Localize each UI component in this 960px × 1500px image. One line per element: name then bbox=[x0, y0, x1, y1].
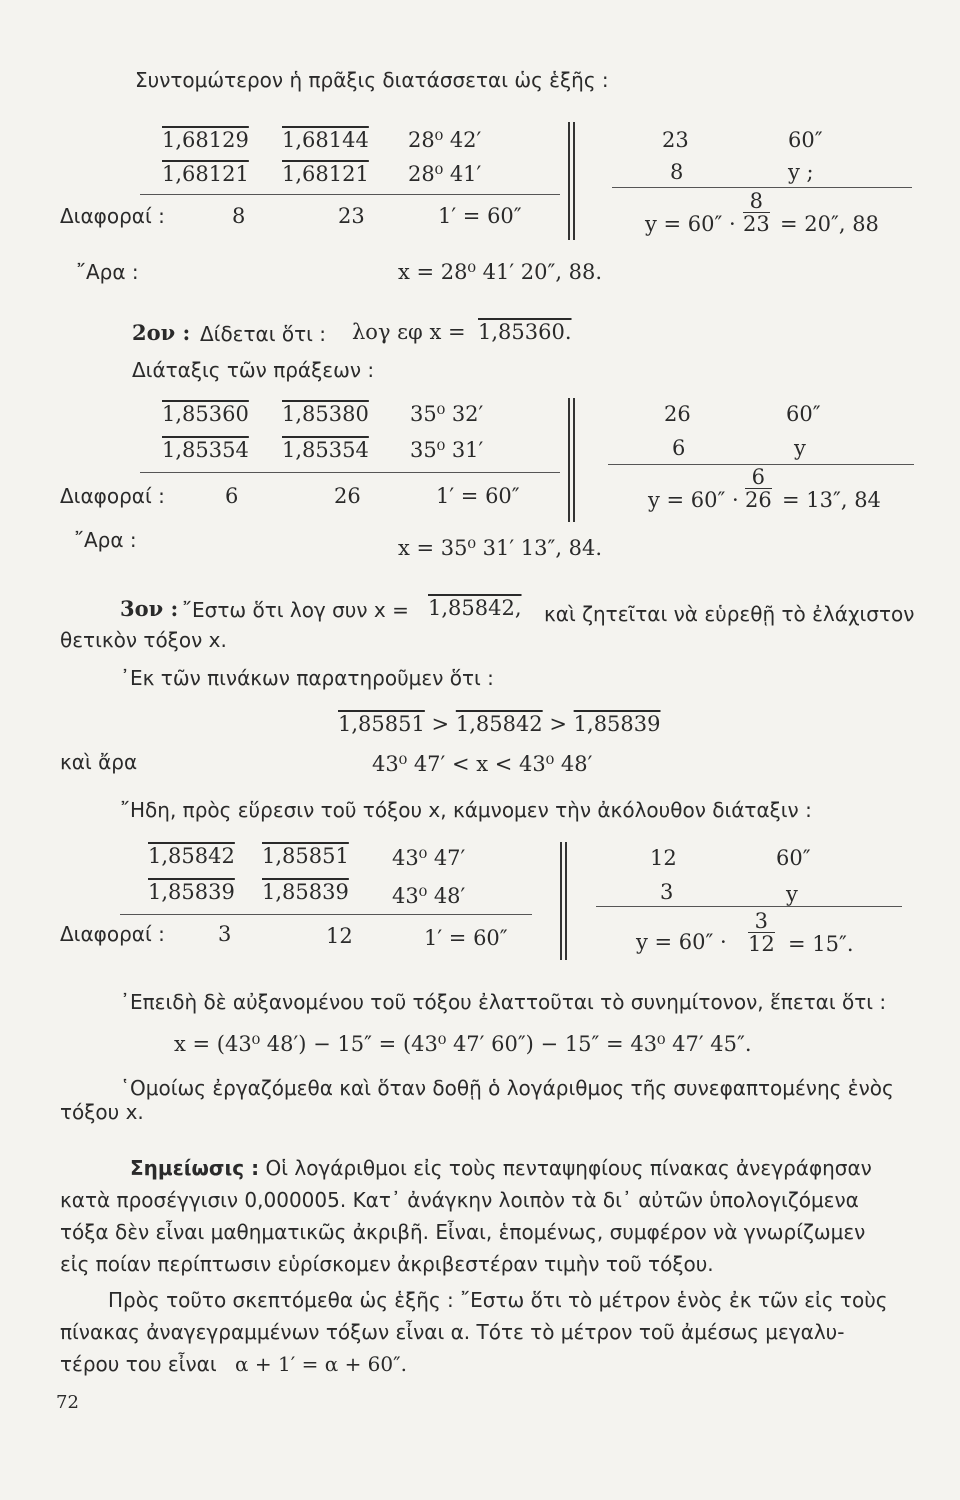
t1-diff-c1: 8 bbox=[232, 204, 246, 228]
t2-eq-right: = 13″, 84 bbox=[782, 488, 881, 512]
t2-diff-c2: 26 bbox=[334, 484, 361, 508]
t2-vbar-b bbox=[573, 398, 575, 522]
pros-line-3 bbox=[60, 1352, 407, 1376]
sec2-given-expr: λογ εφ x = bbox=[352, 320, 466, 344]
t2-r2-c3: 35⁰ 31′ bbox=[410, 438, 484, 462]
ineq1-c: 1,85839 bbox=[573, 712, 661, 736]
t1-right-rule bbox=[612, 187, 912, 188]
para-omoios-2: τόξου x. bbox=[60, 1100, 144, 1124]
t1-r2-c3: 28⁰ 41′ bbox=[408, 162, 482, 186]
sec3-inequality-2: 43⁰ 47′ < x < 43⁰ 48′ bbox=[372, 752, 593, 776]
t3-rb-left: 3 bbox=[660, 880, 674, 904]
pros-text-3a: τέρου του εἶναι bbox=[60, 1352, 217, 1376]
t2-diff-c1: 6 bbox=[225, 484, 239, 508]
sec3-line3: ᾿Εκ τῶν πινάκων παρατηροῦμεν ὅτι : bbox=[120, 666, 494, 690]
t2-frac-den: 26 bbox=[745, 488, 772, 512]
t2-result: x = 35⁰ 31′ 13″, 84. bbox=[398, 536, 603, 560]
t3-diff-c2: 12 bbox=[326, 924, 353, 948]
t1-eq-left: y = 60″ · bbox=[645, 212, 736, 236]
t2-rb-left: 6 bbox=[672, 436, 686, 460]
t1-vbar-a bbox=[568, 122, 570, 240]
ineq1-gt-1: > bbox=[431, 712, 450, 736]
t1-r1-c3: 28⁰ 42′ bbox=[408, 128, 482, 152]
t1-r2-c1: 1,68121 bbox=[162, 162, 249, 186]
sec3-line2: θετικὸν τόξον x. bbox=[60, 628, 227, 652]
para-epeidi: ᾿Επειδὴ δὲ αὐξανομένου τοῦ τόξου ἐλαττοῦται τὸ συνημίτονον, ἕπεται ὅτι : bbox=[120, 990, 887, 1014]
ineq1-a: 1,85851 bbox=[338, 712, 425, 736]
note-line-2: κατὰ προσέγγισιν 0,000005. Κατ᾿ ἀνάγκην λοιπὸν τὰ δι᾿ αὐτῶν ὑπολογιζόμενα bbox=[60, 1188, 859, 1212]
t1-ra-right: 60″ bbox=[788, 128, 823, 152]
t3-eq-right: = 15″. bbox=[788, 932, 854, 956]
final-equation: x = (43⁰ 48′) − 15″ = (43⁰ 47′ 60″) − 15″ = 43⁰ 47′ 45″. bbox=[174, 1032, 752, 1056]
sec3-label: 3ον : bbox=[120, 596, 179, 621]
t2-eq-left: y = 60″ · bbox=[648, 488, 739, 512]
ineq1-gt-2: > bbox=[549, 712, 567, 736]
t1-result: x = 28⁰ 41′ 20″, 88. bbox=[398, 260, 603, 284]
t1-ra-left: 23 bbox=[662, 128, 689, 152]
t2-diff-label: Διαφοραί : bbox=[60, 484, 165, 508]
t1-r1-c1: 1,68129 bbox=[162, 128, 249, 152]
pros-line-1: Πρὸς τοῦτο σκεπτόμεθα ὡς ἑξῆς : ῎Εστω ὅτι τὸ μέτρον ἑνὸς ἐκ τῶν εἰς τοὺς bbox=[108, 1288, 888, 1312]
t1-vbar-b bbox=[573, 122, 575, 240]
t2-ara-label: ῎Αρα : bbox=[74, 528, 137, 552]
sec3-kai-ara: καὶ ἄρα bbox=[60, 750, 138, 774]
t2-fraction bbox=[745, 466, 772, 511]
t2-diff-c3: 1′ = 60″ bbox=[436, 484, 520, 508]
note-line-1 bbox=[130, 1156, 872, 1180]
t3-vbar-a bbox=[560, 842, 562, 960]
t3-r1-c2: 1,85851 bbox=[262, 844, 349, 868]
page-number: 72 bbox=[56, 1392, 79, 1413]
t2-r2-c2: 1,85354 bbox=[282, 438, 369, 462]
t2-ra-left: 26 bbox=[664, 402, 691, 426]
t2-r1-c1: 1,85360 bbox=[162, 402, 249, 426]
t1-frac-num: 8 bbox=[743, 190, 770, 213]
sec3-text2: καὶ ζητεῖται νὰ εὑρεθῇ τὸ ἐλάχιστον bbox=[544, 602, 915, 626]
t3-rb-right: y bbox=[786, 882, 798, 906]
t3-r2-c2: 1,85839 bbox=[262, 880, 349, 904]
t1-frac-den: 23 bbox=[743, 212, 770, 236]
t2-ra-right: 60″ bbox=[786, 402, 821, 426]
t1-rb-left: 8 bbox=[670, 160, 684, 184]
t3-r2-c1: 1,85839 bbox=[148, 880, 235, 904]
t2-frac-num: 6 bbox=[745, 466, 772, 489]
note-line-4: εἰς ποίαν περίπτωσιν εὑρίσκομεν ἀκριβεστέραν τιμὴν τοῦ τόξου. bbox=[60, 1252, 714, 1276]
t2-rb-right: y bbox=[794, 436, 806, 460]
sec2-given: Δίδεται ὅτι : bbox=[200, 322, 326, 346]
sec2-arrangement: Διάταξις τῶν πράξεων : bbox=[132, 358, 375, 382]
note-text-1: Οἱ λογάριθμοι εἰς τοὺς πενταψηφίους πίνακας ἀνεγράφησαν bbox=[265, 1156, 872, 1180]
t1-diff-c2: 23 bbox=[338, 204, 365, 228]
t3-eq-left: y = 60″ · bbox=[636, 930, 727, 954]
t1-ara-label: ῎Αρα : bbox=[76, 260, 139, 284]
pros-line-2: πίνακας ἀναγεγραμμένων τόξων εἶναι α. Τότε τὸ μέτρον τοῦ ἀμέσως μεγαλυ- bbox=[60, 1320, 845, 1344]
para-omoios-1: ῾Ομοίως ἐργαζόμεθα καὶ ὅταν δοθῇ ὁ λογάριθμος τῆς συνεφαπτομένης ἑνὸς bbox=[120, 1076, 894, 1100]
t2-r1-c3: 35⁰ 32′ bbox=[410, 402, 484, 426]
pros-formula: α + 1′ = α + 60″. bbox=[234, 1352, 407, 1376]
sec3-text1: ῎Εστω ὅτι λογ συν x = bbox=[182, 598, 409, 622]
t1-fraction bbox=[743, 190, 770, 235]
t1-r2-c2: 1,68121 bbox=[282, 162, 369, 186]
t3-vbar-b bbox=[565, 842, 567, 960]
t2-rule bbox=[140, 472, 560, 473]
note-line-3: τόξα δὲν εἶναι μαθηματικῶς ἀκριβῆ. Εἶναι, ἑπομένως, συμφέρον νὰ γνωρίζωμεν bbox=[60, 1220, 866, 1244]
t1-r1-c2: 1,68144 bbox=[282, 128, 369, 152]
t3-r1-c1: 1,85842 bbox=[148, 844, 235, 868]
t3-ra-right: 60″ bbox=[776, 846, 811, 870]
t3-frac-num: 3 bbox=[748, 910, 775, 933]
sec3-line4: ῎Ηδη, πρὸς εὕρεσιν τοῦ τόξου x, κάμνομεν τὴν ἀκόλουθον διάταξιν : bbox=[120, 798, 812, 822]
t3-frac-den: 12 bbox=[748, 932, 775, 956]
t3-ra-left: 12 bbox=[650, 846, 677, 870]
t2-vbar-a bbox=[568, 398, 570, 522]
t1-eq-right: = 20″, 88 bbox=[780, 212, 879, 236]
t3-r1-c3: 43⁰ 47′ bbox=[392, 846, 466, 870]
t1-rb-right: y ; bbox=[788, 160, 814, 184]
sec2-label: 2ον : bbox=[132, 320, 191, 345]
intro-line: Συντομώτερον ἡ πρᾶξις διατάσσεται ὡς ἑξῆς : bbox=[135, 68, 609, 92]
t3-right-rule bbox=[596, 906, 902, 907]
sec2-given-val: 1,85360. bbox=[478, 320, 572, 344]
t3-diff-label: Διαφοραί : bbox=[60, 922, 165, 946]
ineq1-b: 1,85842 bbox=[455, 712, 543, 736]
t3-diff-c3: 1′ = 60″ bbox=[424, 926, 508, 950]
t2-r1-c2: 1,85380 bbox=[282, 402, 369, 426]
t3-r2-c3: 43⁰ 48′ bbox=[392, 884, 466, 908]
t2-r2-c1: 1,85354 bbox=[162, 438, 249, 462]
t3-diff-c1: 3 bbox=[218, 922, 232, 946]
t1-diff-c3: 1′ = 60″ bbox=[438, 204, 522, 228]
t3-rule bbox=[120, 914, 532, 915]
sec3-inequality-1 bbox=[338, 712, 661, 736]
t3-fraction bbox=[748, 910, 775, 955]
t1-diff-label: Διαφοραί : bbox=[60, 204, 165, 228]
sec3-val1: 1,85842, bbox=[428, 596, 522, 620]
note-label: Σημείωσις : bbox=[130, 1156, 260, 1180]
t1-rule bbox=[140, 194, 560, 195]
